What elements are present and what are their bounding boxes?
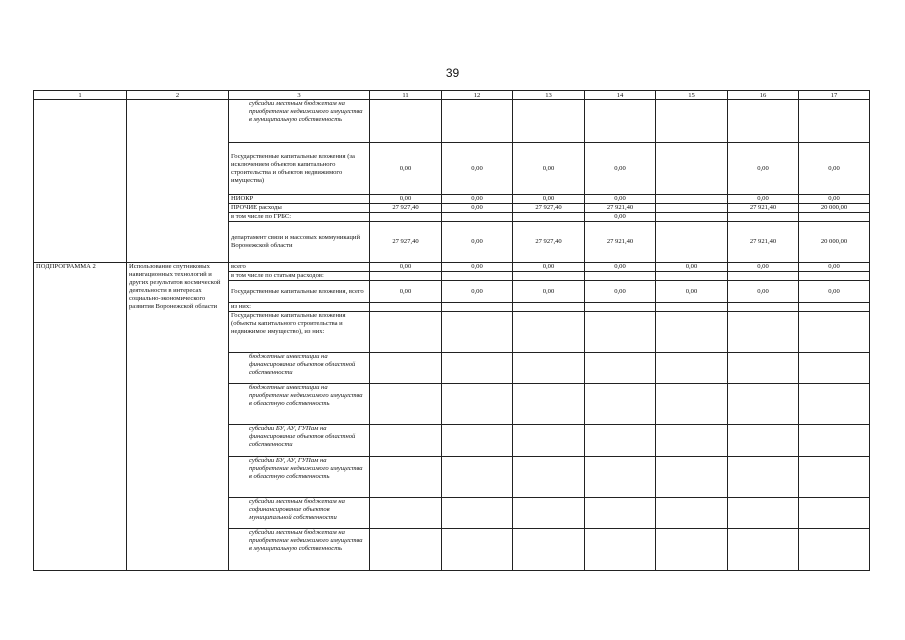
cell-value <box>585 272 656 281</box>
cell-value: 0,00 <box>442 263 513 272</box>
cell-value <box>728 498 799 529</box>
cell-value <box>370 100 442 143</box>
cell-value <box>799 498 870 529</box>
row-label: бюджетные инвестиции на финансирование объектов областной собственности <box>229 353 370 384</box>
cell-value <box>799 100 870 143</box>
cell-value: 0,00 <box>728 195 799 204</box>
row-label: субсидии местным бюджетам на приобретение недвижимого имущества в муниципальную собственность <box>229 100 370 143</box>
cell-value <box>799 312 870 353</box>
row-label: субсидии местным бюджетам на приобретение недвижимого имущества в муниципальную собственность <box>229 529 370 571</box>
cell-value <box>799 353 870 384</box>
cell-value: 27 921,40 <box>585 222 656 263</box>
cell-value: 0,00 <box>799 195 870 204</box>
cell-value: 20 000,00 <box>799 222 870 263</box>
cell-value <box>728 353 799 384</box>
cell-value <box>442 353 513 384</box>
cell-value: 0,00 <box>513 143 585 195</box>
cell-value <box>370 425 442 457</box>
cell-value <box>442 498 513 529</box>
cell-value <box>513 213 585 222</box>
cell-value <box>656 457 728 498</box>
row-label: в том числе по статьям расходов: <box>229 272 370 281</box>
cell-value <box>656 143 728 195</box>
cell-value <box>585 303 656 312</box>
col-header: 12 <box>442 91 513 100</box>
cell-value: 0,00 <box>513 195 585 204</box>
cell-value <box>728 303 799 312</box>
cell-value <box>799 425 870 457</box>
cell-value <box>442 457 513 498</box>
row-label: в том числе по ГРБС: <box>229 213 370 222</box>
subprogram-code: ПОДПРОГРАММА 2 <box>34 263 127 571</box>
cell-value: 27 921,40 <box>585 204 656 213</box>
cell-value <box>442 303 513 312</box>
cell-value <box>728 272 799 281</box>
cell-value: 27 927,40 <box>370 204 442 213</box>
cell-value <box>799 213 870 222</box>
cell-value: 0,00 <box>799 143 870 195</box>
cell-value: 0,00 <box>656 281 728 303</box>
cell-value: 0,00 <box>370 143 442 195</box>
cell-value: 0,00 <box>656 263 728 272</box>
cell-value <box>728 100 799 143</box>
col-header: 3 <box>229 91 370 100</box>
cell-value <box>513 272 585 281</box>
cell-value <box>656 204 728 213</box>
cell-value: 0,00 <box>442 195 513 204</box>
cell-value <box>370 457 442 498</box>
header-row <box>34 91 870 100</box>
cell-value: 0,00 <box>585 281 656 303</box>
cell-value <box>513 457 585 498</box>
budget-table <box>33 90 870 571</box>
cell-value <box>585 529 656 571</box>
cell-value <box>728 312 799 353</box>
cell-value <box>513 425 585 457</box>
col-header: 13 <box>513 91 585 100</box>
cell-value: 27 921,40 <box>728 222 799 263</box>
cell-value <box>513 384 585 425</box>
cell-value: 27 927,40 <box>370 222 442 263</box>
cell-value: 0,00 <box>370 195 442 204</box>
cell-value <box>585 425 656 457</box>
cell-value <box>370 272 442 281</box>
col-header: 15 <box>656 91 728 100</box>
col-header: 11 <box>370 91 442 100</box>
cell-value <box>799 529 870 571</box>
cell-value <box>656 272 728 281</box>
cell-value <box>442 529 513 571</box>
cell-value <box>442 213 513 222</box>
cell-value: 0,00 <box>442 204 513 213</box>
cell-value <box>442 425 513 457</box>
cell-value <box>442 100 513 143</box>
row-label: департамент связи и массовых коммуникаций Воронежской области <box>229 222 370 263</box>
row-label: Государственные капитальные вложения (за исключением объектов капитального строительства и объектов недвижимого имущества) <box>229 143 370 195</box>
cell-value: 0,00 <box>585 213 656 222</box>
cell-value: 0,00 <box>728 281 799 303</box>
cell-value <box>585 498 656 529</box>
cell-value: 0,00 <box>442 143 513 195</box>
cell-value <box>370 529 442 571</box>
cell-value: 0,00 <box>442 222 513 263</box>
cell-value <box>799 303 870 312</box>
row-label: ПРОЧИЕ расходы <box>229 204 370 213</box>
cell-value: 0,00 <box>370 281 442 303</box>
cell-value <box>513 100 585 143</box>
cell-value <box>370 213 442 222</box>
cell-value: 0,00 <box>728 263 799 272</box>
cell-value <box>656 303 728 312</box>
cell-value <box>799 272 870 281</box>
cell-value <box>370 303 442 312</box>
cell-value <box>513 303 585 312</box>
subprogram-code-cell <box>34 100 127 263</box>
cell-value <box>513 529 585 571</box>
col-header: 16 <box>728 91 799 100</box>
row-label: всего <box>229 263 370 272</box>
cell-value: 0,00 <box>585 195 656 204</box>
row-label: субсидии местным бюджетам на софинансирование объектов муниципальной собственности <box>229 498 370 529</box>
cell-value <box>656 195 728 204</box>
col-header: 2 <box>127 91 229 100</box>
cell-value <box>656 222 728 263</box>
subprogram-name-cell <box>127 100 229 263</box>
cell-value <box>370 384 442 425</box>
page-number: 39 <box>445 66 460 80</box>
col-header: 17 <box>799 91 870 100</box>
row-label: Государственные капитальные вложения (объекты капитального строительства и недвижимое имущество), из них: <box>229 312 370 353</box>
col-header: 14 <box>585 91 656 100</box>
cell-value: 0,00 <box>513 281 585 303</box>
cell-value <box>799 457 870 498</box>
subprogram-name: Использование спутниковых навигационных технологий и других результатов космической деятельности в интересах социально-экономического развития Воронежской области <box>127 263 229 571</box>
cell-value <box>656 425 728 457</box>
cell-value <box>370 312 442 353</box>
row-label: НИОКР <box>229 195 370 204</box>
cell-value: 27 927,40 <box>513 222 585 263</box>
cell-value: 0,00 <box>370 263 442 272</box>
cell-value <box>656 498 728 529</box>
cell-value <box>442 384 513 425</box>
cell-value <box>585 457 656 498</box>
cell-value <box>513 498 585 529</box>
cell-value <box>585 312 656 353</box>
cell-value: 27 927,40 <box>513 204 585 213</box>
cell-value: 20 000,00 <box>799 204 870 213</box>
cell-value <box>370 353 442 384</box>
cell-value <box>585 100 656 143</box>
table-row <box>34 263 870 272</box>
cell-value: 0,00 <box>799 263 870 272</box>
cell-value <box>513 312 585 353</box>
cell-value: 0,00 <box>728 143 799 195</box>
cell-value <box>728 425 799 457</box>
row-label: Государственные капитальные вложения, всего <box>229 281 370 303</box>
cell-value: 0,00 <box>442 281 513 303</box>
cell-value <box>442 272 513 281</box>
row-label: бюджетные инвестиции на приобретение недвижимого имущества в областную собственность <box>229 384 370 425</box>
cell-value <box>585 353 656 384</box>
cell-value <box>799 384 870 425</box>
cell-value: 27 921,40 <box>728 204 799 213</box>
cell-value <box>728 529 799 571</box>
row-label: из них: <box>229 303 370 312</box>
cell-value <box>656 312 728 353</box>
cell-value <box>513 353 585 384</box>
cell-value <box>585 384 656 425</box>
cell-value: 0,00 <box>513 263 585 272</box>
cell-value <box>656 529 728 571</box>
cell-value <box>728 213 799 222</box>
cell-value: 0,00 <box>799 281 870 303</box>
cell-value: 0,00 <box>585 263 656 272</box>
cell-value <box>656 353 728 384</box>
row-label: субсидии БУ, АУ, ГУПам на приобретение недвижимого имущества в областную собственность <box>229 457 370 498</box>
table-row <box>34 100 870 143</box>
cell-value <box>728 384 799 425</box>
cell-value <box>656 384 728 425</box>
col-header: 1 <box>34 91 127 100</box>
cell-value <box>728 457 799 498</box>
cell-value <box>656 213 728 222</box>
cell-value <box>442 312 513 353</box>
cell-value <box>370 498 442 529</box>
cell-value: 0,00 <box>585 143 656 195</box>
row-label: субсидии БУ, АУ, ГУПам на финансирование объектов областной собственности <box>229 425 370 457</box>
cell-value <box>656 100 728 143</box>
